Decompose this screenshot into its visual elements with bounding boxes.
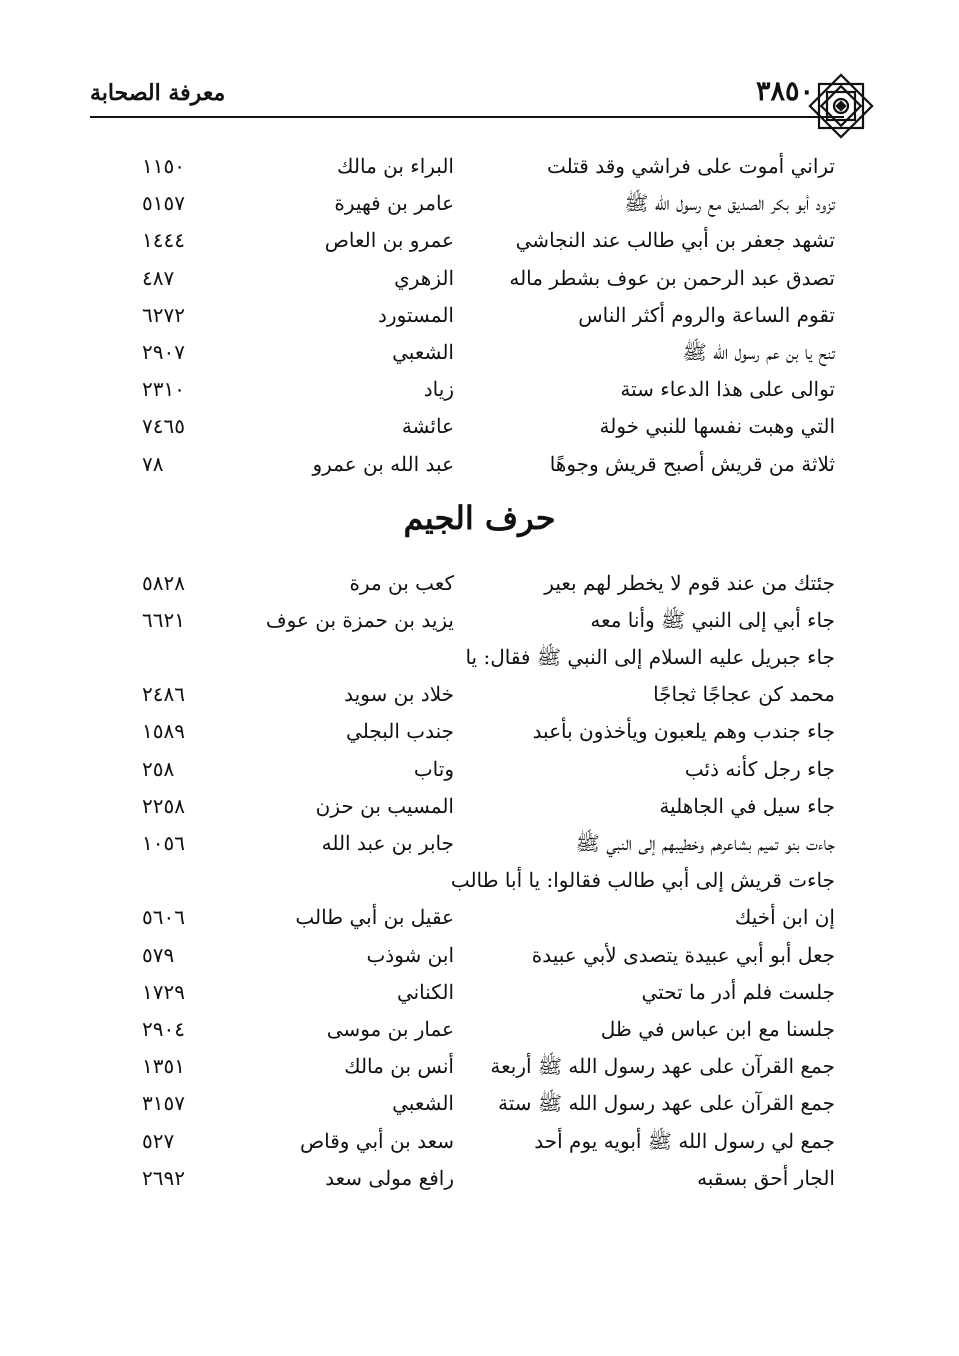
hadith-number: ٤٨٧ [142,265,175,290]
hadith-number: ١٥٨٩ [142,719,185,744]
hadith-incipit: جمع لي رسول الله ﷺ أبويه يوم أحد [534,1128,835,1153]
hadith-number: ٣١٥٧ [142,1091,185,1116]
hadith-incipit: الجار أحق بسقبه [697,1165,835,1190]
narrator-name: عامر بن فهيرة [334,191,454,216]
index-entry [0,604,959,641]
index-entry [0,976,959,1013]
index-entry [0,715,959,752]
hadith-incipit: توالى على هذا الدعاء ستة [620,377,835,402]
index-entry [0,224,959,261]
narrator-name: المستورد [378,302,454,327]
narrator-name: البراء بن مالك [337,154,454,178]
hadith-incipit: تنح يا بن عم رسول الله ﷺ [682,339,835,364]
hadith-incipit: جعل أبو أبي عبيدة يتصدى لأبي عبيدة [531,942,835,967]
narrator-name: كعب بن مرة [349,570,454,595]
hadith-number: ١٠٥٦ [142,831,185,855]
hadith-incipit: تقوم الساعة والروم أكثر الناس [578,302,835,327]
narrator-name: زياد [423,377,454,402]
hadith-number: ٥٦٠٦ [142,905,185,930]
hadith-incipit: جاء أبي إلى النبي ﷺ وأنا معه [590,607,835,632]
hadith-incipit: جاءت بنو تميم بشاعرهم وخطيبهم إلى النبي ﷺ [575,831,835,855]
hadith-incipit: ثلاثة من قريش أصبح قريش وجوهًا [549,451,835,476]
book-title: معرفة الصحابة [90,80,226,106]
hadith-number: ١١٥٠ [142,154,185,178]
index-entry [0,373,959,410]
index-entry [0,1013,959,1050]
hadith-number: ٥١٥٧ [142,191,185,216]
index-list [0,150,959,1199]
hadith-number: ١٧٢٩ [142,979,185,1004]
hadith-number: ٧٨ [142,451,164,476]
index-entry [0,827,959,864]
hadith-incipit: جاء رجل كأنه ذئب [684,756,835,781]
narrator-name: عائشة [401,414,454,439]
narrator-name: الزهري [394,265,454,290]
hadith-incipit: تراني أموت على فراشي وقد قتلت [547,154,835,178]
hadith-incipit: جلست فلم أدر ما تحتي [641,979,835,1004]
hadith-incipit: تزود أبو بكر الصديق مع رسول الله ﷺ [624,191,835,216]
narrator-name: الكناني [396,979,454,1004]
page-header [90,74,844,118]
index-entry [0,299,959,336]
hadith-number: ٢٥٨ [142,756,175,781]
hadith-number: ٦٢٧٢ [142,302,185,327]
hadith-number: ٧٤٦٥ [142,414,185,439]
index-entry [0,1125,959,1162]
index-entry [0,410,959,447]
hadith-incipit: جاءت قريش إلى أبي طالب فقالوا: يا أبا طالب [450,868,835,893]
index-entry [0,1162,959,1199]
hadith-incipit: التي وهبت نفسها للنبي خولة [599,414,835,439]
narrator-name: جندب البجلي [346,719,454,744]
index-entry [0,187,959,224]
narrator-name: المسيب بن حزن [315,793,454,818]
narrator-name: الشعبي [392,1091,454,1116]
hadith-incipit: جمع القرآن على عهد رسول الله ﷺ ستة [498,1091,835,1116]
entries-group-ta-tha [0,150,959,485]
hadith-incipit: جئتك من عند قوم لا يخطر لهم بعير [544,570,835,595]
index-entry [0,790,959,827]
narrator-name: أنس بن مالك [344,1054,454,1079]
hadith-number: ٢٣١٠ [142,377,185,402]
hadith-number: ٢٩٠٤ [142,1016,185,1041]
index-entry [0,567,959,604]
index-entry [0,901,959,938]
narrator-name: رافع مولى سعد [325,1165,454,1190]
octagram-ornament-icon [805,70,877,142]
index-entry [0,939,959,976]
hadith-number: ٥٢٧ [142,1128,175,1153]
hadith-incipit: جمع القرآن على عهد رسول الله ﷺ أربعة [490,1054,835,1079]
index-entry [0,262,959,299]
section-title: حرف الجيم [403,498,556,537]
index-entry [0,1087,959,1124]
index-entry [0,150,959,187]
narrator-name: عقيل بن أبي طالب [295,905,454,930]
hadith-number: ١٣٥١ [142,1054,185,1079]
index-entry [0,336,959,373]
index-entry [0,678,959,715]
hadith-incipit: جاء جندب وهم يلعبون ويأخذون بأعبد [532,719,835,744]
narrator-name: عمرو بن العاص [324,228,454,253]
hadith-incipit: تصدق عبد الرحمن بن عوف بشطر ماله [509,265,835,290]
narrator-name: ابن شوذب [366,942,454,967]
narrator-name: يزيد بن حمزة بن عوف [265,607,454,632]
hadith-incipit: إن ابن أخيك [734,905,835,930]
index-entry [0,641,959,678]
index-entry [0,448,959,485]
index-entry [0,864,959,901]
page-number: ٣٨٥٠ [755,76,814,107]
narrator-name: خلاد بن سويد [344,682,454,707]
hadith-number: ٢٤٨٦ [142,682,185,707]
hadith-number: ٥٧٩ [142,942,175,967]
hadith-number: ٢٩٠٧ [142,339,185,364]
hadith-incipit: محمد كن عجاجًا ثجاجًا [653,682,835,707]
narrator-name: وتاب [413,756,454,781]
hadith-incipit: جاء سيل في الجاهلية [659,793,835,818]
hadith-number: ١٤٤٤ [142,228,185,253]
entries-group-jim [0,567,959,1199]
hadith-incipit: جلسنا مع ابن عباس في ظل [600,1016,835,1041]
narrator-name: الشعبي [392,339,454,364]
narrator-name: عبد الله بن عمرو [312,451,454,476]
hadith-number: ٦٦٢١ [142,607,185,632]
section-header [0,485,959,567]
hadith-incipit: تشهد جعفر بن أبي طالب عند النجاشي [515,228,835,253]
hadith-number: ٢٦٩٢ [142,1165,185,1190]
index-entry [0,753,959,790]
narrator-name: جابر بن عبد الله [321,831,454,855]
hadith-incipit: جاء جبريل عليه السلام إلى النبي ﷺ فقال: يا [465,645,835,670]
narrator-name: عمار بن موسى [326,1016,454,1041]
narrator-name: سعد بن أبي وقاص [299,1128,454,1153]
hadith-number: ٢٢٥٨ [142,793,185,818]
index-entry [0,1050,959,1087]
hadith-number: ٥٨٢٨ [142,570,185,595]
